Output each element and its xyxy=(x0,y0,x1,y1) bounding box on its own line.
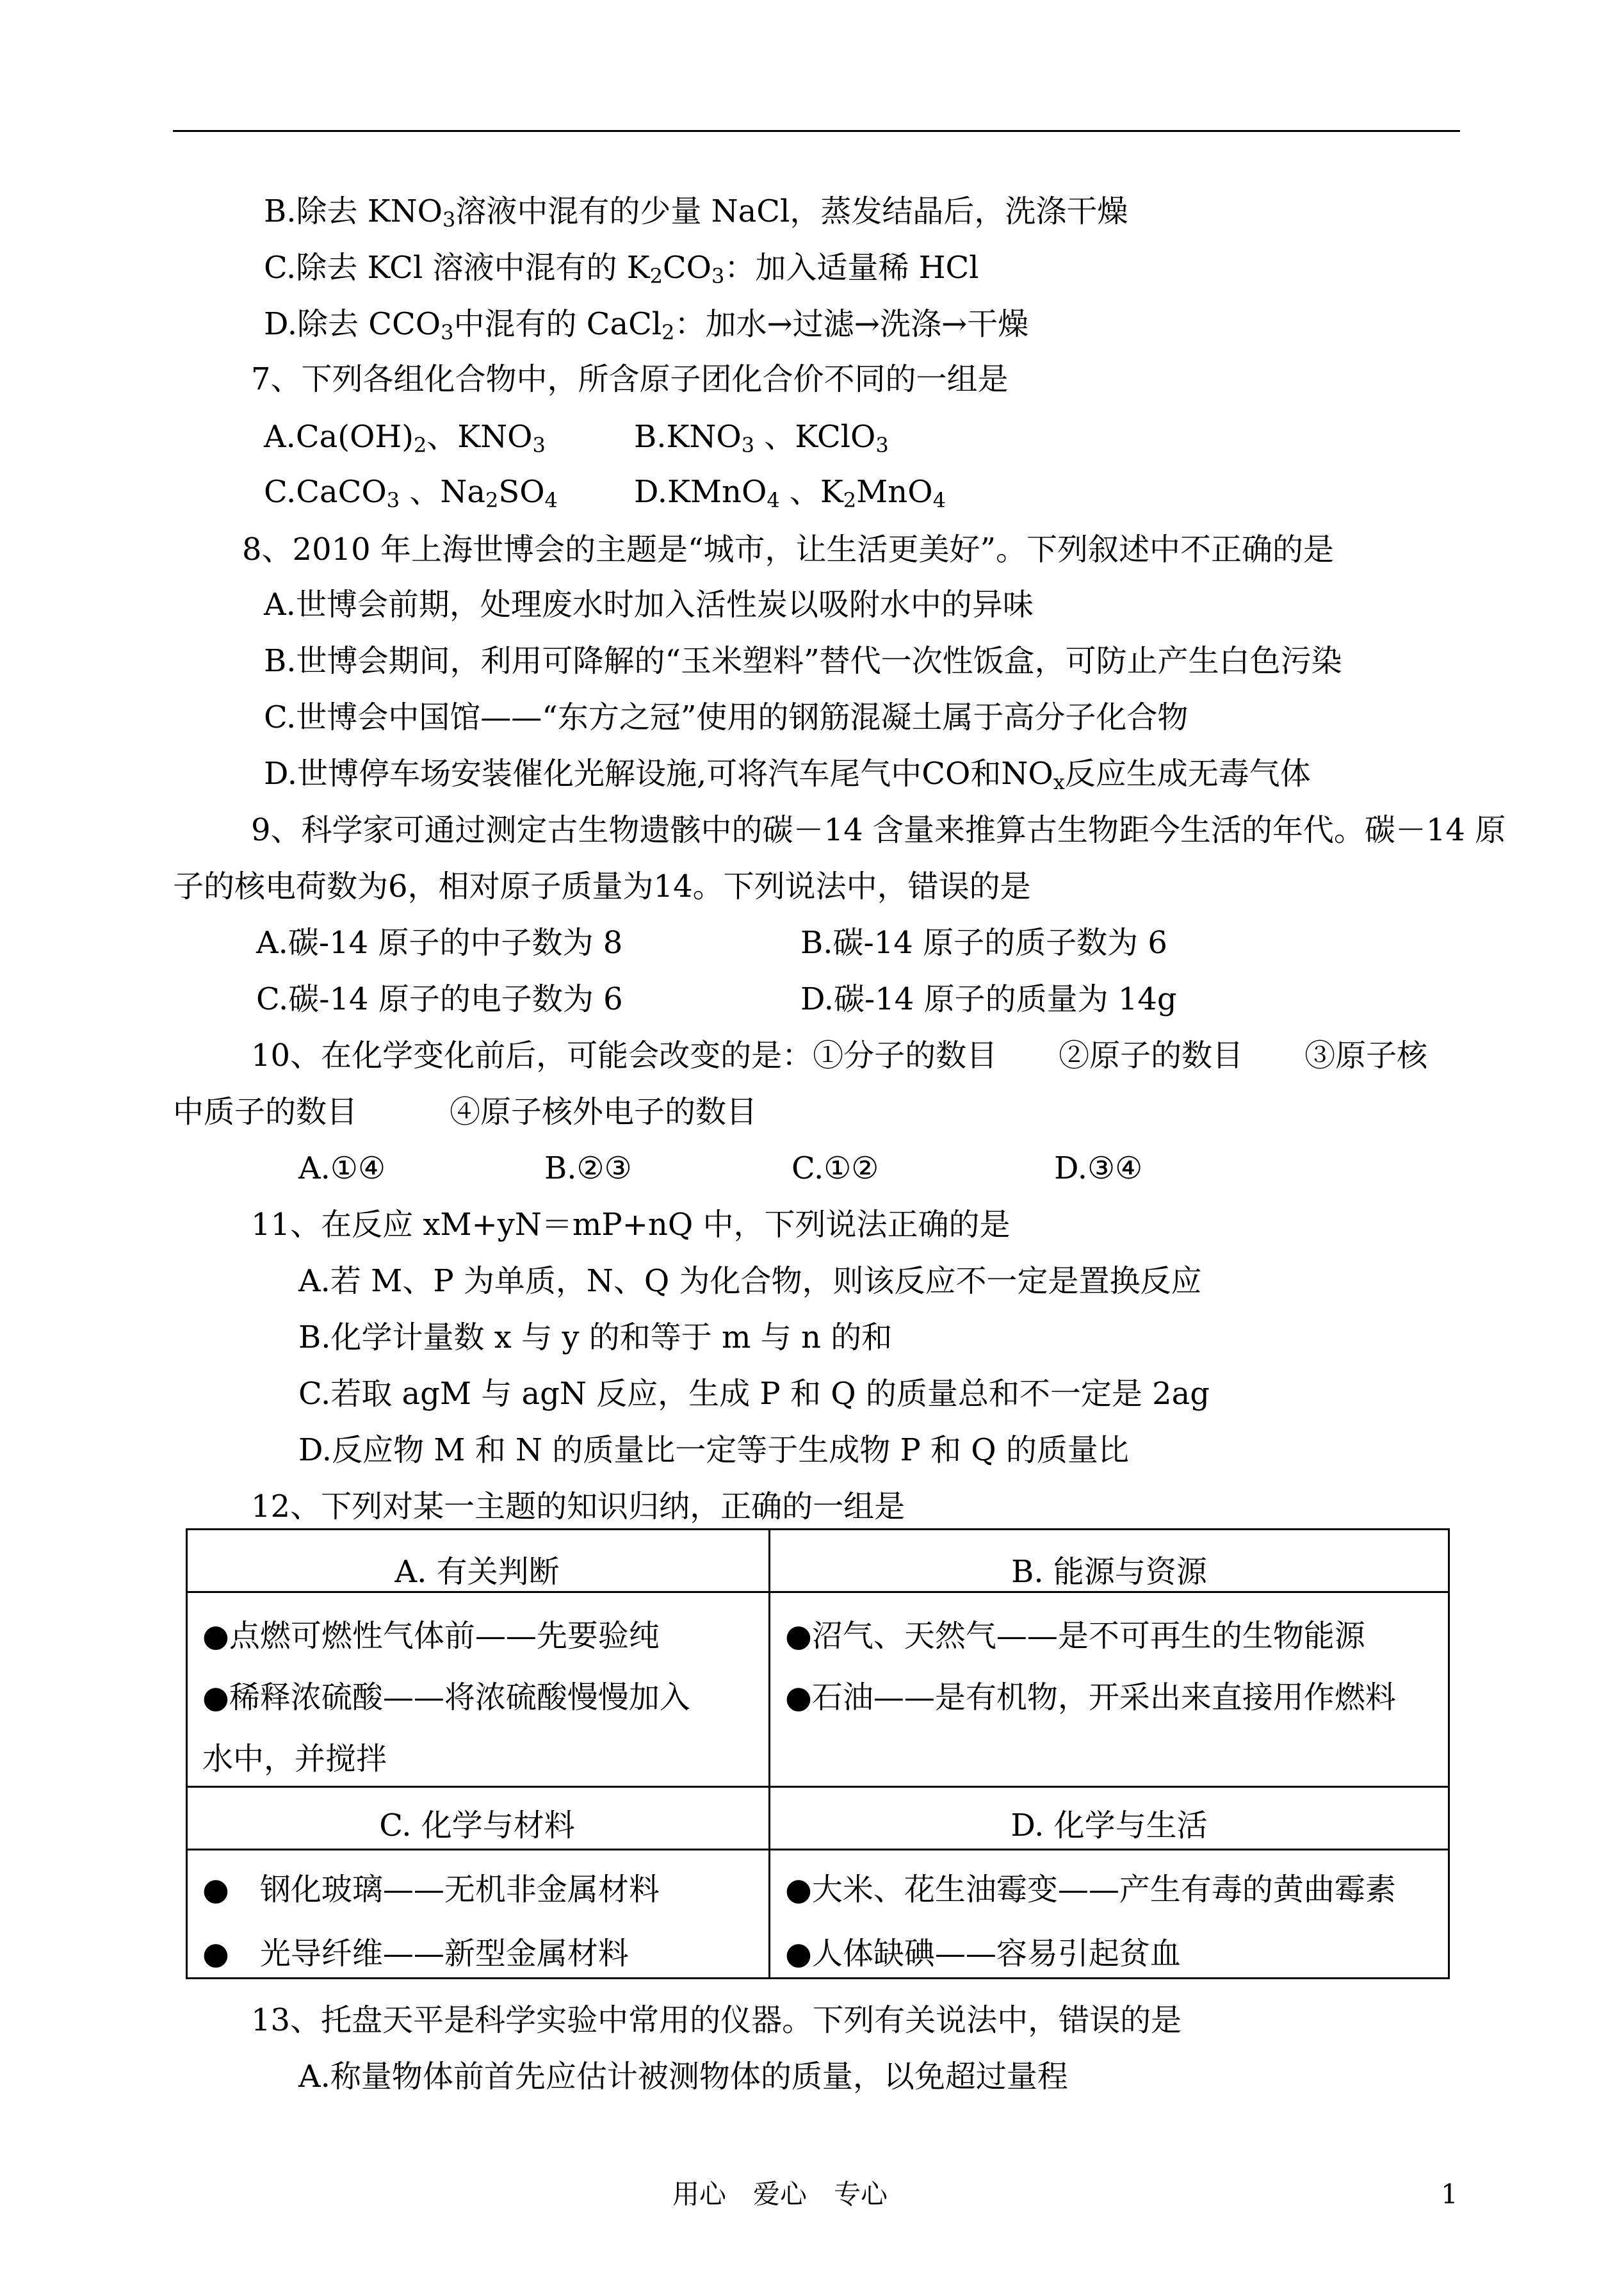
q12-cell-b-heading: B. 能源与资源 xyxy=(1011,1554,1207,1590)
footer-motto: 用心 爱心 专心 xyxy=(672,2178,888,2210)
q12-cell-b-line: ●石油——是有机物，开采出来直接用作燃料 xyxy=(785,1679,1396,1715)
q8-stem: 8、2010 年上海世博会的主题是“城市，让生活更美好”。下列叙述中不正确的是 xyxy=(242,532,1335,568)
q8-option-a: A.世博会前期，处理废水时加入活性炭以吸附水中的异味 xyxy=(264,587,1034,623)
page-number: 1 xyxy=(1441,2178,1458,2210)
q9-option-d: D.碳-14 原子的质量为 14g xyxy=(800,981,1177,1017)
q12-cell-a-heading: A. 有关判断 xyxy=(394,1554,560,1590)
q12-cell-c-heading: C. 化学与材料 xyxy=(379,1808,575,1843)
q9-option-a: A.碳-14 原子的中子数为 8 xyxy=(256,925,623,961)
q11-option-b: B.化学计量数 x 与 y 的和等于 m 与 n 的和 xyxy=(298,1319,893,1355)
q12-cell-d-line: ●大米、花生油霉变——产生有毒的黄曲霉素 xyxy=(785,1872,1396,1907)
q11-option-c: C.若取 agM 与 agN 反应，生成 P 和 Q 的质量总和不一定是 2ag xyxy=(298,1376,1210,1412)
q9-stem-line1: 9、科学家可通过测定古生物遗骸中的碳－14 含量来推算古生物距今生活的年代。碳－14 原 xyxy=(251,812,1506,848)
q13-stem: 13、托盘天平是科学实验中常用的仪器。下列有关说法中，错误的是 xyxy=(251,2002,1182,2038)
q11-option-d: D.反应物 M 和 N 的质量比一定等于生成物 P 和 Q 的质量比 xyxy=(298,1432,1129,1468)
q10-option-b: B.②③ xyxy=(544,1150,632,1186)
q12-cell-a-line: 水中，并搅拌 xyxy=(202,1741,387,1777)
header-rule xyxy=(173,130,1460,132)
q6-option-c: C.除去 KCl 溶液中混有的 $K_2CO_3$：加入适量稀 HCl xyxy=(264,250,979,288)
q9-option-c: C.碳-14 原子的电子数为 6 xyxy=(256,981,623,1017)
q13-option-a: A.称量物体前首先应估计被测物体的质量，以免超过量程 xyxy=(298,2059,1068,2095)
q10-option-c: C.①② xyxy=(792,1150,879,1186)
q7-option-d: D.KMnO$_4$ 、$K_2MnO_4$ xyxy=(634,474,946,512)
q12-table-divider xyxy=(768,1528,770,1979)
q7-option-a: $A.Ca(OH)_2$、$KNO_3$ xyxy=(264,419,546,457)
q12-cell-d-heading: D. 化学与生活 xyxy=(1011,1808,1208,1843)
q12-cell-d-line: ●人体缺碘——容易引起贫血 xyxy=(785,1936,1181,1972)
q11-option-a: A.若 M、P 为单质，N、Q 为化合物，则该反应不一定是置换反应 xyxy=(298,1263,1202,1299)
q12-table-rule xyxy=(186,1786,1450,1788)
q7-option-c: C.CaCO$_3$ 、$Na_2SO_4$ xyxy=(264,474,558,512)
q12-cell-a-line: ●稀释浓硫酸——将浓硫酸慢慢加入 xyxy=(202,1679,690,1715)
q9-option-b: B.碳-14 原子的质子数为 6 xyxy=(800,925,1167,961)
q7-option-b: $B.KNO_3$ 、KClO$_3$ xyxy=(634,419,889,457)
q10-option-d: D.③④ xyxy=(1054,1150,1143,1186)
q6-option-b: B.除去 $KNO_3$溶液中混有的少量 NaCl，蒸发结晶后，洗涤干燥 xyxy=(264,193,1128,232)
q8-option-c: C.世博会中国馆——“东方之冠”使用的钢筋混凝土属于高分子化合物 xyxy=(264,699,1189,735)
q10-stem-line1: 10、在化学变化前后，可能会改变的是：①分子的数目 ②原子的数目 ③原子核 xyxy=(251,1038,1428,1074)
q12-stem: 12、下列对某一主题的知识归纳，正确的一组是 xyxy=(251,1489,905,1524)
q9-stem-line2: 子的核电荷数为6，相对原子质量为14。下列说法中，错误的是 xyxy=(173,869,1031,904)
q12-table-rule xyxy=(186,1849,1450,1850)
q12-table-rule xyxy=(186,1591,1450,1593)
q7-stem: 7、下列各组化合物中，所含原子团化合价不同的一组是 xyxy=(251,361,1009,397)
q12-cell-c-line: ● 钢化玻璃——无机非金属材料 xyxy=(202,1872,660,1907)
q12-cell-c-line: ● 光导纤维——新型金属材料 xyxy=(202,1936,629,1972)
q12-cell-b-line: ●沼气、天然气——是不可再生的生物能源 xyxy=(785,1618,1365,1654)
q8-option-d: D.世博停车场安装催化光解设施,可将汽车尾气中CO和$NO_x$反应生成无毒气体 xyxy=(264,756,1311,794)
q10-stem-line2: 中质子的数目 ④原子核外电子的数目 xyxy=(173,1094,758,1130)
q6-option-d: D.除去 $CCO_3$中混有的 CaCl$_2$：加水→过滤→洗涤→干燥 xyxy=(264,306,1029,345)
q11-stem: 11、在反应 xM+yN＝mP+nQ 中，下列说法正确的是 xyxy=(251,1207,1011,1243)
q10-option-a: A.①④ xyxy=(298,1150,386,1186)
q8-option-b: B.世博会期间，利用可降解的“玉米塑料”替代一次性饭盒，可防止产生白色污染 xyxy=(264,643,1342,679)
q12-cell-a-line: ●点燃可燃性气体前——先要验纯 xyxy=(202,1618,660,1654)
